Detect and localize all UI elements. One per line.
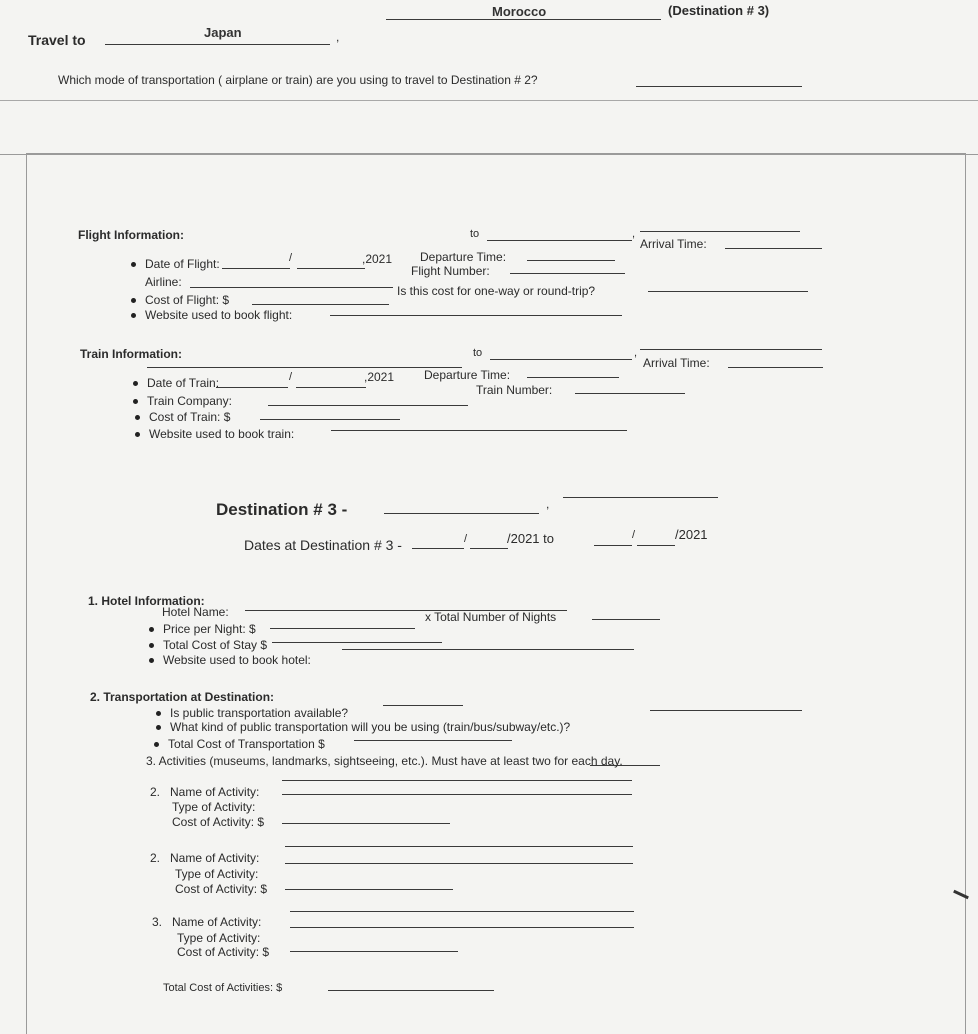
hotel-name-label: Hotel Name: [162, 605, 229, 619]
train-to: to [473, 347, 483, 359]
flight-arrival-label: Arrival Time: [640, 237, 707, 251]
activity-1-cost-line [282, 823, 450, 824]
activity-2-name-label: Name of Activity: [170, 851, 260, 865]
flight-cost-line [252, 304, 389, 305]
country-line [105, 44, 330, 45]
train-title: Train Information: [80, 347, 182, 361]
destination-country-line [563, 497, 718, 498]
dest-end-day-line [637, 545, 675, 546]
transport-kind-line [650, 710, 802, 711]
train-top-line [147, 367, 462, 368]
activity-2-num: 2. [150, 851, 161, 865]
train-date-line-1 [216, 387, 288, 388]
destination-value: Morocco [492, 4, 547, 19]
train-date-label: Date of Train: [147, 376, 220, 390]
train-comma: , [634, 347, 638, 359]
flight-oneway-label: Is this cost for one-way or round-trip? [397, 284, 596, 298]
flight-arrival-line [725, 248, 822, 249]
flight-date-label: Date of Flight: [145, 257, 220, 271]
activities-total-line [328, 990, 494, 991]
flight-cost-label: Cost of Flight: $ [145, 293, 230, 307]
train-arrival-line [728, 367, 823, 368]
flight-departure-label: Departure Time: [420, 250, 507, 264]
train-number-label: Train Number: [476, 383, 553, 397]
transport-total-label: Total Cost of Transportation $ [168, 737, 325, 751]
activity-2-cost-line [285, 889, 453, 890]
flight-oneway-line [648, 291, 808, 292]
transport-available-line [383, 705, 463, 706]
flight-route-line-b [640, 231, 800, 232]
flight-number-label: Flight Number: [411, 264, 490, 278]
flight-airline-line [190, 287, 393, 288]
hotel-nights-line [592, 619, 660, 620]
activity-3-cost-line [290, 951, 458, 952]
transport-available-label: Is public transportation available? [170, 706, 349, 720]
hotel-price-label: Price per Night: $ [163, 622, 256, 636]
dest-start-slash: / [464, 533, 468, 545]
flight-departure-line [527, 260, 615, 261]
train-route-line-b [640, 349, 822, 350]
hotel-price-line [270, 628, 415, 629]
header-divider [0, 100, 978, 101]
mode-answer-line [636, 86, 802, 87]
flight-route-line-a [487, 240, 632, 241]
hotel-title: 1. Hotel Information: [88, 594, 205, 608]
train-departure-label: Departure Time: [424, 368, 511, 382]
dest-year-end: /2021 [675, 527, 708, 542]
flight-airline-label: Airline: [145, 275, 182, 289]
flight-title: Flight Information: [78, 228, 184, 242]
hotel-website-line [342, 649, 634, 650]
travel-to-label: Travel to [28, 32, 86, 48]
transport-total-line [354, 740, 512, 741]
destination-dates-label: Dates at Destination # 3 - [244, 537, 402, 553]
flight-date-slash: / [289, 252, 293, 264]
transport-kind-label: What kind of public transportation will you be using (train/bus/subway/etc.)? [170, 720, 571, 734]
train-date-slash: / [289, 371, 293, 383]
hotel-total-line [272, 642, 442, 643]
train-website-line [331, 430, 627, 431]
activity-1-type-line [282, 794, 632, 795]
destination-line [386, 19, 661, 20]
hotel-nights-label: x Total Number of Nights [425, 610, 557, 624]
train-year: ,2021 [364, 370, 395, 384]
train-arrival-label: Arrival Time: [643, 356, 710, 370]
flight-number-line [510, 273, 625, 274]
dest-year-to: /2021 to [507, 531, 554, 546]
activity-1-num: 2. [150, 785, 161, 799]
dest-start-month-line [412, 548, 464, 549]
flight-to: to [470, 228, 480, 240]
flight-year: ,2021 [362, 252, 393, 266]
destination-name-line [384, 513, 539, 514]
flight-comma: , [632, 228, 636, 240]
flight-date-line-1 [222, 268, 290, 269]
activities-title: 3. Activities (museums, landmarks, sightseeing, etc.). Must have at least two for each day. [146, 754, 623, 768]
header-comma: , [336, 30, 340, 44]
activity-1-name-line [282, 780, 632, 781]
train-company-line [268, 405, 468, 406]
mode-question: Which mode of transportation ( airplane or train) are you using to travel to Destination # 2? [58, 73, 538, 87]
activities-title-underline [590, 765, 660, 766]
train-cost-label: Cost of Train: $ [149, 410, 231, 424]
activity-3-type-line [290, 927, 634, 928]
transport-title: 2. Transportation at Destination: [90, 690, 275, 704]
train-departure-line [527, 377, 619, 378]
activity-1-type-label: Type of Activity: [172, 800, 256, 814]
activity-2-type-line [285, 863, 633, 864]
train-number-line [575, 393, 685, 394]
activity-1-cost-label: Cost of Activity: $ [172, 815, 265, 829]
train-cost-line [260, 419, 400, 420]
flight-date-line-2 [297, 268, 365, 269]
activity-3-cost-label: Cost of Activity: $ [177, 945, 270, 959]
activity-1-name-label: Name of Activity: [170, 785, 260, 799]
activity-3-type-label: Type of Activity: [177, 931, 261, 945]
destination-tag: (Destination # 3) [668, 3, 770, 18]
country-value: Japan [204, 25, 242, 40]
train-date-line-2 [296, 387, 366, 388]
dest-end-slash: / [632, 529, 636, 541]
train-website-label: Website used to book train: [149, 427, 295, 441]
dest-end-month-line [594, 545, 632, 546]
train-route-line-a [490, 359, 632, 360]
activity-3-num: 3. [152, 915, 163, 929]
activity-2-name-line [285, 846, 633, 847]
flight-website-label: Website used to book flight: [145, 308, 293, 322]
dest-start-day-line [470, 548, 508, 549]
destination-comma: , [546, 497, 550, 511]
activity-2-type-label: Type of Activity: [175, 867, 259, 881]
hotel-total-label: Total Cost of Stay $ [163, 638, 268, 652]
activities-total-label: Total Cost of Activities: $ [163, 982, 283, 994]
hotel-website-label: Website used to book hotel: [163, 653, 311, 667]
flight-website-line [330, 315, 622, 316]
activity-3-name-label: Name of Activity: [172, 915, 262, 929]
activity-3-name-line [290, 911, 634, 912]
activity-2-cost-label: Cost of Activity: $ [175, 882, 268, 896]
train-company-label: Train Company: [147, 394, 232, 408]
destination-title: Destination # 3 - [216, 500, 348, 519]
